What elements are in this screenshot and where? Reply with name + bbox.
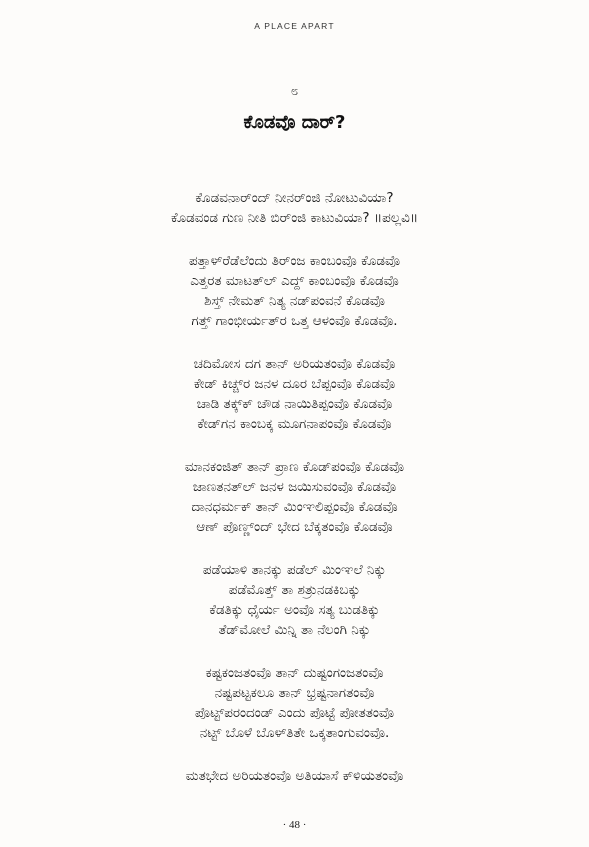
poem-line: ಮತಭೇದ ಅರಿಯತಂವೊ ಅತಿಯಾಸೆ ಕ್‌ಳಿಯತಂವೊ (185, 768, 404, 784)
poem-line: ಜಾಣತನತ್‌ಲ್ ಜನಳ ಜಯಿಸುವಂವೊ ಕೊಡವೊ (192, 479, 397, 495)
poem-line: ಪೊಟ್ಟ್‌ಪರಂದಂಡ್ ಎಂದು ಪೊಟ್ಟೆ ಪೋತತಂವೊ (194, 705, 394, 721)
stanza (0, 766, 589, 786)
poem-line: ಪಡೆಯಾಳಿ ತಾನಕ್ಕು ಪಡೆಲ್ ಮಿಂಞಲೆ ನಿಕ್ಕು (202, 562, 387, 578)
poem-line: ನಷ್ಟಪಟ್ಟಕಲೂ ತಾನ್ ಭ್ರಷ್ಟನಾಗತಂವೊ (214, 685, 375, 701)
poem-line: ಗತ್ತ್ ಗಾಂಭೀರ್ಯತ್‌ರ ಒತ್ತ ಆಳಂವೊ ಕೊಡವೊ. (191, 313, 398, 329)
poem-body (0, 188, 589, 809)
poem-line: ಚದಿಮೋಸ ದಗ ತಾನ್ ಅರಿಯತಂವೊ ಕೊಡವೊ (193, 356, 396, 372)
poem-line: ಎತ್ತರತ ಮಾಟತ್‌ಲ್ ಎದ್ದ್ ಕಾಂಬಂವೊ ಕೊಡವೊ (190, 273, 399, 289)
stanza (0, 663, 589, 743)
poem-line: ನಟ್ಟ್ ಬೊಳೆ ಬೊಳ್‌ತಿತೇ ಒಕ್ಕತಾಂಗುವಂವೊ. (199, 725, 390, 741)
poem-line: ಕೇಡ್ ಕಿಚ್ಚ್‌ರ ಜನಳ ದೂರ ಬೆಪ್ಪಂವೊ ಕೊಡವೊ (193, 376, 396, 392)
poem-line: ಚಾಡಿ ತಕ್ಕ್‌ಕ್ ಚೌಡ ನಾಯಿತಿಪ್ಪಂವೊ ಕೊಡವೊ (196, 396, 393, 412)
poem-line: ಕೊಡವನಾರ್‌ಂದ್ ನೀನರ್‌ಂಜಿ ನೋಟುವಿಯಾ? (195, 190, 394, 206)
poem-line: ಕೇಡ್‌ಗನ ಕಾಂಬಕ್ಕ ಮೂಗನಾಪಂವೊ ಕೊಡವೊ (197, 416, 392, 432)
stanza (0, 560, 589, 640)
poem-line: ಮಾನಕಂಜಿತ್ ತಾನ್ ಪ್ರಾಣ ಕೊಡ್‌ಪಂವೊ ಕೊಡವೊ (184, 459, 405, 475)
poem-line: ಶಿಸ್ತ್ ನೇಮತ್ ನಿತ್ಯ ನಡ್‌ಪಂವನೆ ಕೊಡವೊ (204, 293, 385, 309)
poem-line: ಕೊಡವಂಡ ಗುಣ ನೀತಿ ಬಿರ್‌ಂಜಿ ಕಾಟುವಿಯಾ? ॥ಪಲ್ಲವಿ॥ (170, 210, 419, 226)
poem-line: ಕಷ್ಟಕಂಜತಂವೊ ತಾನ್ ದುಷ್ಟಂಗಂಜತಂವೊ (205, 665, 384, 681)
poem-line: ತೆಡ್‌ಮೋಲೆ ಮಿನ್ನಿ ತಾ ನೆಲಂಗಿ ನಿಕ್ಕು (218, 622, 371, 638)
poem-number: ೮ (290, 84, 299, 99)
stanza-refrain (0, 188, 589, 228)
poem-line: ಪಡೆಮೊತ್ತ್ ತಾ ಶತ್ರುನಡಕಿಬಕ್ಕು (228, 582, 361, 598)
page-number: · 48 · (282, 819, 307, 831)
poem-line: ಕೆಡತಿಕ್ಕು ಧೈರ್ಯ ಅಂವೊ ಸತ್ಯ ಬುಡತಿಕ್ಕು (209, 602, 380, 618)
running-header: A PLACE APART (254, 21, 335, 31)
stanza (0, 354, 589, 434)
poem-line: ಆಣ್ ಪೊಣ್ಣ್‌ಂದ್ ಭೇದ ಬೆಕ್ಕತಂವೊ ಕೊಡವೊ (196, 519, 393, 535)
stanza (0, 251, 589, 331)
poem-line: ದಾನಧರ್ಮಕ್ ತಾನ್ ಮಿಂಞಲಿಪ್ಪಂವೊ ಕೊಡವೊ (191, 499, 398, 515)
stanza (0, 457, 589, 537)
poem-line: ಪತ್ತಾಳ್‌ರೆಡೆಲೆಂದು ತಿರ್‌ಂಜ ಕಾಂಬಂವೊ ಕೊಡವೊ (188, 253, 401, 269)
poem-title: ಕೊಡವೊ ದಾರ್? (243, 112, 346, 133)
